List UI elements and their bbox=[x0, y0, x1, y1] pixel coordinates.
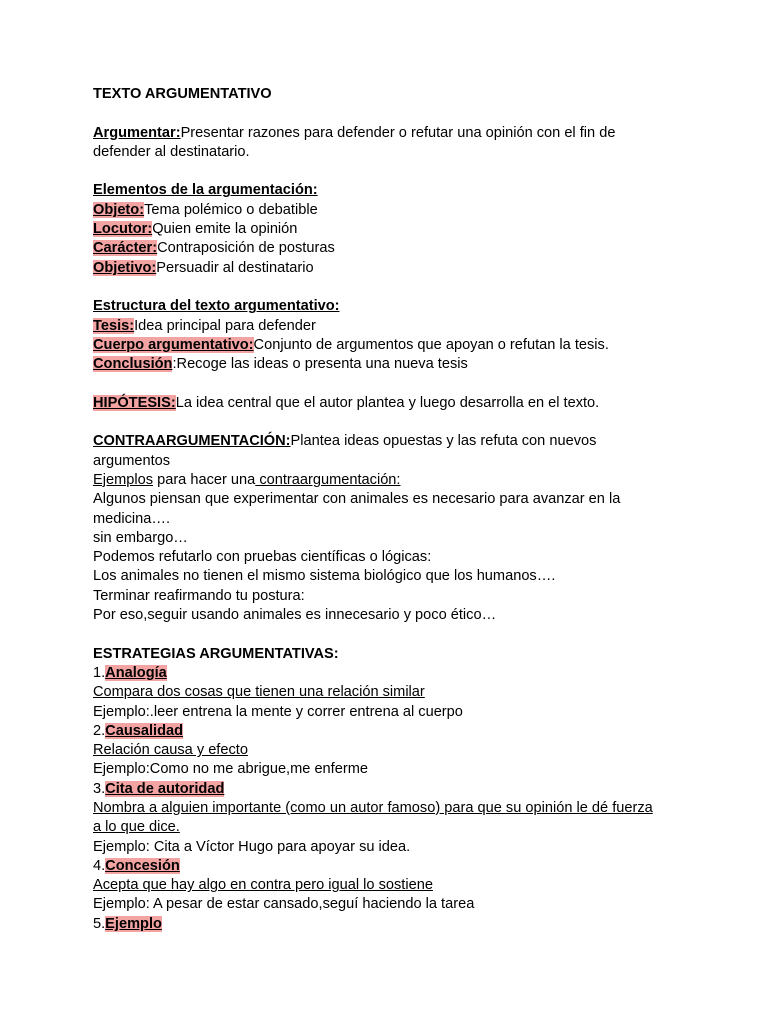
elementos-heading: Elementos de la argumentación: bbox=[93, 182, 318, 199]
elemento-text: Tema polémico o debatible bbox=[144, 201, 318, 218]
estructura-heading: Estructura del texto argumentativo: bbox=[93, 298, 340, 315]
estrategia-name: Analogía bbox=[105, 664, 167, 681]
elemento-term: Objeto: bbox=[93, 201, 145, 218]
ejemplos-line bbox=[93, 471, 653, 490]
contraargumentacion-text: Plantea ideas opuestas y las refuta con nuevos argumentos bbox=[93, 433, 597, 469]
estrategia-num: 5. bbox=[93, 915, 106, 932]
estrategia-example: Ejemplo:.leer entrena la mente y correr entrena al cuerpo bbox=[93, 703, 463, 720]
hipotesis-text: La idea central que el autor plantea y luego desarrolla en el texto. bbox=[175, 394, 600, 411]
hipotesis-definition bbox=[93, 394, 653, 413]
spacer bbox=[93, 278, 653, 297]
elemento-item bbox=[93, 201, 653, 220]
elemento-item bbox=[93, 220, 653, 239]
spacer bbox=[93, 104, 653, 123]
contra-line: Podemos refutarlo con pruebas científicas o lógicas: bbox=[93, 549, 432, 566]
estrategia-title bbox=[93, 664, 653, 683]
contra-line: Terminar reafirmando tu postura: bbox=[93, 587, 305, 604]
contra-line: Por eso,seguir usando animales es innecesario y poco ético… bbox=[93, 607, 497, 624]
estructura-text: :Recoge las ideas o presenta una nueva tesis bbox=[172, 356, 468, 373]
estrategia-title bbox=[93, 722, 653, 741]
elemento-item bbox=[93, 239, 653, 258]
estructura-item bbox=[93, 355, 653, 374]
estrategia-name: Concesión bbox=[105, 857, 180, 874]
hipotesis-term: HIPÓTESIS: bbox=[93, 394, 176, 411]
estrategia-name: Cita de autoridad bbox=[105, 780, 225, 797]
estructura-term: Tesis: bbox=[93, 317, 135, 334]
estrategia-title bbox=[93, 780, 653, 799]
estructura-item bbox=[93, 317, 653, 336]
estrategias-heading: ESTRATEGIAS ARGUMENTATIVAS: bbox=[93, 645, 339, 662]
spacer bbox=[93, 413, 653, 432]
document-title: TEXTO ARGUMENTATIVO bbox=[93, 86, 272, 102]
estrategia-def: Compara dos cosas que tienen una relación similar bbox=[93, 684, 425, 701]
ejemplos-word: Ejemplos bbox=[93, 471, 154, 488]
estrategia-example: Ejemplo: A pesar de estar cansado,seguí haciendo la tarea bbox=[93, 896, 475, 913]
elemento-text: Quien emite la opinión bbox=[152, 221, 298, 238]
estrategia-example: Ejemplo: Cita a Víctor Hugo para apoyar su idea. bbox=[93, 838, 411, 855]
argumentar-definition bbox=[93, 124, 653, 163]
elemento-item bbox=[93, 259, 653, 278]
estrategia-title bbox=[93, 915, 653, 934]
contra-line: sin embargo… bbox=[93, 529, 188, 546]
estrategia-def: Acepta que hay algo en contra pero igual lo sostiene bbox=[93, 877, 433, 894]
elemento-text: Persuadir al destinatario bbox=[156, 259, 314, 276]
contra-line: Algunos piensan que experimentar con animales es necesario para avanzar en la medicina…. bbox=[93, 491, 621, 527]
estrategia-num: 2. bbox=[93, 722, 106, 739]
contra-line: Los animales no tienen el mismo sistema biológico que los humanos…. bbox=[93, 568, 556, 585]
estructura-term: Cuerpo argumentativo: bbox=[93, 336, 254, 353]
ejemplos-contra: contraargumentación: bbox=[255, 471, 401, 488]
estrategia-num: 4. bbox=[93, 857, 106, 874]
elemento-term: Carácter: bbox=[93, 240, 158, 257]
ejemplos-mid: para hacer una bbox=[153, 471, 256, 488]
estrategia-def: Relación causa y efecto bbox=[93, 742, 248, 759]
contraargumentacion-definition bbox=[93, 432, 653, 471]
estrategia-title bbox=[93, 857, 653, 876]
elemento-term: Objetivo: bbox=[93, 259, 157, 276]
contraargumentacion-term: CONTRAARGUMENTACIÓN: bbox=[93, 433, 291, 450]
estructura-item bbox=[93, 336, 653, 355]
estrategia-name: Ejemplo bbox=[105, 915, 162, 932]
argumentar-term: Argumentar: bbox=[93, 124, 181, 141]
estructura-text: Conjunto de argumentos que apoyan o refutan la tesis. bbox=[253, 336, 609, 353]
estrategia-num: 1. bbox=[93, 664, 106, 681]
estrategia-num: 3. bbox=[93, 780, 106, 797]
estrategia-def: Nombra a alguien importante (como un autor famoso) para que su opinión le dé fuerza a lo que dice. bbox=[93, 799, 653, 836]
spacer bbox=[93, 374, 653, 393]
estructura-text: Idea principal para defender bbox=[134, 317, 316, 334]
elemento-term: Locutor: bbox=[93, 221, 153, 238]
spacer bbox=[93, 162, 653, 181]
estrategia-example: Ejemplo:Como no me abrigue,me enferme bbox=[93, 761, 368, 778]
document-body bbox=[93, 85, 653, 934]
estructura-term: Conclusión bbox=[93, 356, 173, 373]
spacer bbox=[93, 625, 653, 644]
elemento-text: Contraposición de posturas bbox=[157, 240, 335, 257]
argumentar-text: Presentar razones para defender o refutar una opinión con el fin de defender al destinatario. bbox=[93, 124, 616, 160]
estrategia-name: Causalidad bbox=[105, 722, 184, 739]
